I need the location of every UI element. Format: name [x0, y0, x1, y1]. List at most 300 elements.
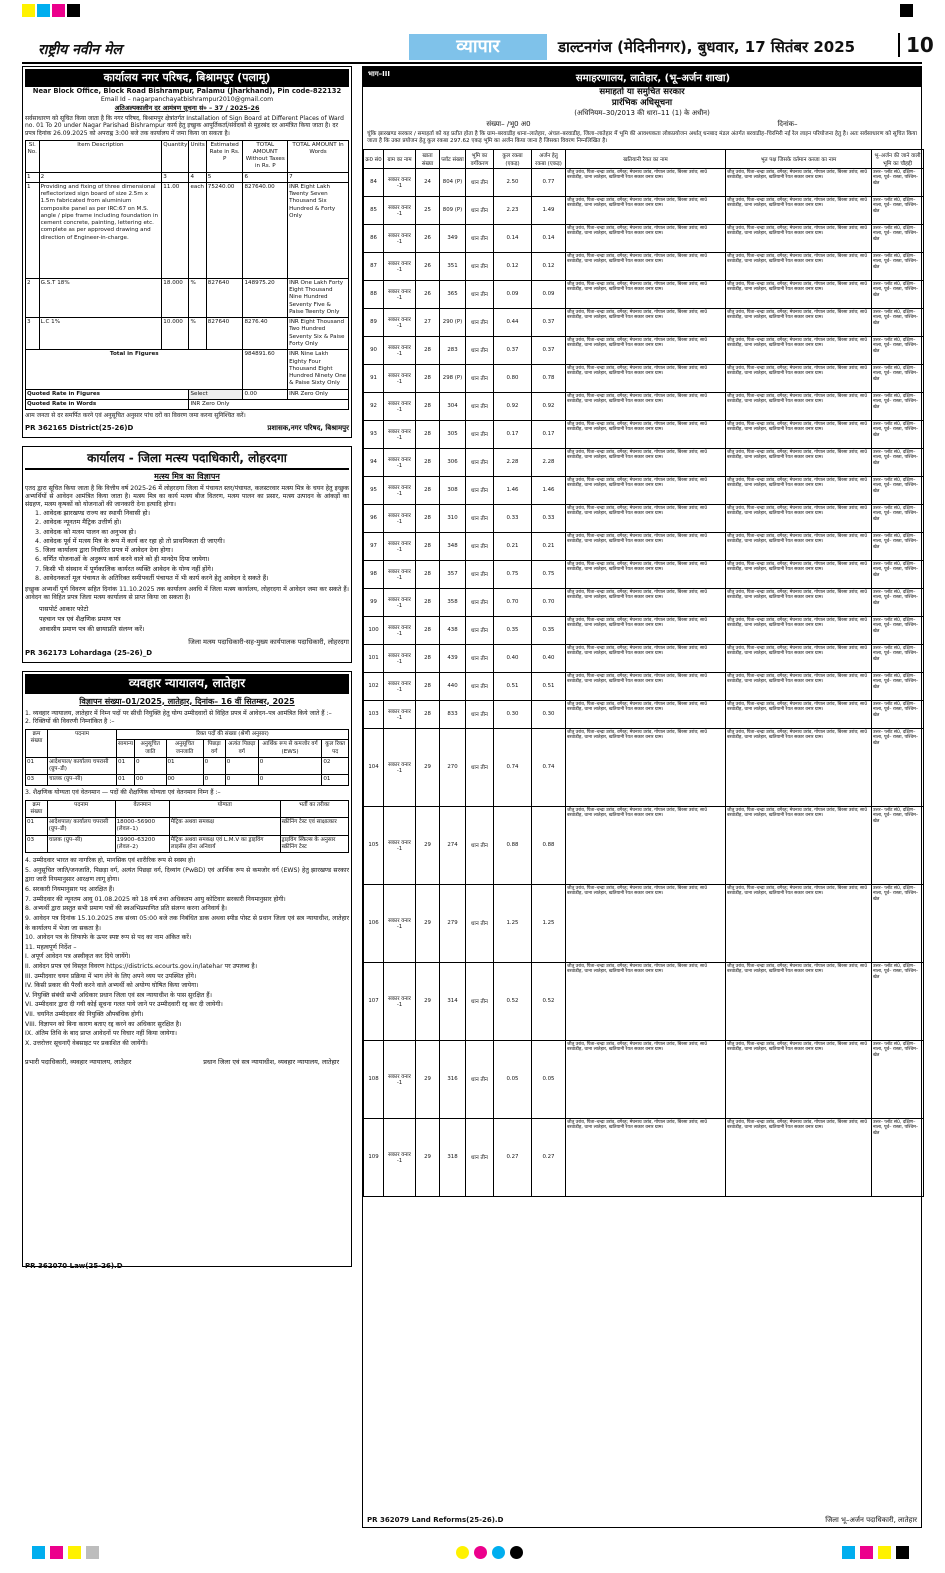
col-header: सामान्य	[117, 740, 135, 758]
tender-address: Near Block Office, Block Road Bishrampur, Palamu (Jharkhand), Pin code-822132	[32, 87, 342, 96]
cell: ड्राइविंग स्किल्स के अनुसार स्क्रीनिंग टेस्ट	[280, 835, 348, 853]
owner-cell: जीतू उरांव, पिता–चन्द्रा उरांव, वगैरह; मेघनाथ उरांव, गोपाल उरांव, बिरसा उरांव; सा0 बरवाडीह, थाना लातेहार, खतियानी रैयत सकार वनार ग्राम।	[566, 806, 726, 884]
cell: 804 (P)	[440, 168, 466, 196]
cell: 1.25	[532, 884, 566, 962]
court-sign2: प्रधान जिला एवं सत्र न्यायाधीश, व्यवहार न्यायालय, लातेहार	[203, 1058, 340, 1067]
color-dot	[474, 1546, 487, 1559]
total-value: 984891.60	[243, 350, 288, 389]
cell: 01	[26, 757, 48, 775]
owner-cell: जीतू उरांव, पिता–चन्द्रा उरांव, वगैरह; मेघनाथ उरांव, गोपाल उरांव, बिरसा उरांव; सा0 बरवाडीह, थाना लातेहार, खतियानी रैयत सकार वनार ग्राम।	[566, 448, 726, 476]
tender-col-unit: Units	[189, 140, 206, 172]
cell: धान तीन	[466, 476, 494, 504]
land-row	[364, 560, 924, 588]
table-row	[26, 318, 349, 350]
owner-cell: जीतू उरांव, पिता–चन्द्रा उरांव, वगैरह; मेघनाथ उरांव, गोपाल उरांव, बिरसा उरांव; सा0 बरवाडीह, थाना लातेहार, खतियानी रैयत सकार वनार ग्राम।	[566, 728, 726, 806]
cell: धान तीन	[466, 280, 494, 308]
owner-cell: जीतू उरांव, पिता–चन्द्रा उरांव, वगैरह; मेघनाथ उरांव, गोपाल उरांव, बिरसा उरांव; सा0 बरवाडीह, थाना लातेहार, खतियानी रैयत सकार वनार ग्राम।	[566, 168, 726, 196]
cell: 827640	[206, 278, 243, 317]
cell: 0	[225, 757, 258, 775]
term-item: 9. आवेदन पत्र दिनांक 15.10.2025 तक संध्या 05:00 बजे तक निबंधित डाक अथवा स्पीड पोस्ट से प्रधान जिला एवं सत्र न्यायाधीश, लातेहार के कार्यालय में भेजा जा सकता है।	[25, 914, 349, 932]
cell: 298 (P)	[440, 364, 466, 392]
boundary-cell: उत्तर– प्लॉट सं0, दक्षिण– नाला, पूर्व– रास्ता, पश्चिम– खेत	[872, 504, 924, 532]
boundary-cell: उत्तर– प्लॉट सं0, दक्षिण– नाला, पूर्व– रास्ता, पश्चिम– खेत	[872, 168, 924, 196]
cell: 283	[440, 336, 466, 364]
qualification-table	[25, 800, 349, 854]
possessor-cell: जीतू उरांव, पिता–चन्द्रा उरांव, वगैरह; मेघनाथ उरांव, गोपाल उरांव, बिरसा उरांव; सा0 बरवाडीह, थाना लातेहार, खतियानी रैयत सकार वनार ग्राम।	[726, 1040, 872, 1118]
cell: 8276.40	[243, 318, 288, 350]
cell: 28	[416, 672, 440, 700]
term-item: I. अपूर्ण आवेदन पत्र अस्वीकृत कर दिये जायेंगे।	[25, 953, 131, 961]
fish-subtitle: मत्स्य मित्र का विज्ञापन	[154, 472, 220, 482]
fish-notes	[25, 605, 349, 634]
fish-list	[25, 509, 349, 583]
list-item: 4. आवेदक पूर्व में मत्स्य मित्र के रूप में कार्य कर रहा हो तो प्राथमिकता दी जाएगी।	[35, 536, 225, 545]
cell: धान तीन	[466, 308, 494, 336]
cell: 97	[364, 532, 384, 560]
owner-cell: जीतू उरांव, पिता–चन्द्रा उरांव, वगैरह; मेघनाथ उरांव, गोपाल उरांव, बिरसा उरांव; सा0 बरवाडीह, थाना लातेहार, खतियानी रैयत सकार वनार ग्राम।	[566, 196, 726, 224]
boundary-cell: उत्तर– प्लॉट सं0, दक्षिण– नाला, पूर्व– रास्ता, पश्चिम– खेत	[872, 588, 924, 616]
court-p3: 3. शैक्षणिक योग्यता एवं वेतनमान — पदों की शैक्षणिक योग्यता एवं वेतनमान निम्न हैं :–	[25, 788, 221, 796]
vacancy-table	[25, 729, 349, 786]
cell: 316	[440, 1040, 466, 1118]
colnum: 2	[39, 172, 162, 182]
col-header: खाता संख्या	[416, 149, 440, 168]
cell: धान तीन	[466, 806, 494, 884]
cell: 26	[416, 252, 440, 280]
term-item: VI. उम्मीदवार द्वारा दी गयी कोई सूचना गलत पाये जाने पर उम्मीदवारी रद्द कर दी जायेगी।	[25, 1001, 223, 1009]
court-signatures	[25, 1058, 349, 1066]
possessor-cell: जीतू उरांव, पिता–चन्द्रा उरांव, वगैरह; मेघनाथ उरांव, गोपाल उरांव, बिरसा उरांव; सा0 बरवाडीह, थाना लातेहार, खतियानी रैयत सकार वनार ग्राम।	[726, 280, 872, 308]
cell: 0.27	[494, 1118, 532, 1196]
owner-cell: जीतू उरांव, पिता–चन्द्रा उरांव, वगैरह; मेघनाथ उरांव, गोपाल उरांव, बिरसा उरांव; सा0 बरवाडीह, थाना लातेहार, खतियानी रैयत सकार वनार ग्राम।	[566, 420, 726, 448]
cell: INR One Lakh Forty Eight Thousand Nine Hundred Seventy Five & Paise Twenty Only	[288, 278, 349, 317]
land-row	[364, 1118, 924, 1196]
land-row	[364, 224, 924, 252]
possessor-cell: जीतू उरांव, पिता–चन्द्रा उरांव, वगैरह; मेघनाथ उरांव, गोपाल उरांव, बिरसा उरांव; सा0 बरवाडीह, थाना लातेहार, खतियानी रैयत सकार वनार ग्राम।	[726, 392, 872, 420]
owner-cell: जीतू उरांव, पिता–चन्द्रा उरांव, वगैरह; मेघनाथ उरांव, गोपाल उरांव, बिरसा उरांव; सा0 बरवाडीह, थाना लातेहार, खतियानी रैयत सकार वनार ग्राम।	[566, 1040, 726, 1118]
cell: 95	[364, 476, 384, 504]
land-row	[364, 532, 924, 560]
tender-office: कार्यालय नगर परिषद, बिश्रामपुर (पलामू)	[25, 69, 349, 87]
possessor-cell: जीतू उरांव, पिता–चन्द्रा उरांव, वगैरह; मेघनाथ उरांव, गोपाल उरांव, बिरसा उरांव; सा0 बरवाडीह, थाना लातेहार, खतियानी रैयत सकार वनार ग्राम।	[726, 252, 872, 280]
color-swatch	[878, 1546, 891, 1559]
cell: धान तीन	[466, 644, 494, 672]
land-footer	[367, 1516, 917, 1525]
color-bar-yellow	[22, 4, 35, 17]
total-label: Total in Figures	[26, 350, 243, 389]
land-row	[364, 392, 924, 420]
boundary-cell: उत्तर– प्लॉट सं0, दक्षिण– नाला, पूर्व– रास्ता, पश्चिम– खेत	[872, 532, 924, 560]
cell: 0.09	[532, 280, 566, 308]
cell: 0.37	[532, 336, 566, 364]
col-header: पदनाम	[47, 800, 115, 818]
cell: 28	[416, 560, 440, 588]
cell: 0.75	[532, 560, 566, 588]
cell: सकार वनार -1	[384, 560, 416, 588]
cell: धान तीन	[466, 884, 494, 962]
cell: सकार वनार -1	[384, 616, 416, 644]
term-item: X. उत्तरोत्तर सूचनाएँ वेबसाइट पर प्रकाशित की जायेंगी।	[25, 1039, 148, 1047]
court-notice-title: विज्ञापन संख्या–01/2025, लातेहार, दिनांक– 16 वीं सितम्बर, 2025	[79, 696, 295, 706]
term-item: 10. आवेदन पत्र के लिफाफे के ऊपर स्पष्ट रूप से पद का नाम अंकित करें।	[25, 934, 192, 942]
cell: 1.25	[494, 884, 532, 962]
boundary-cell: उत्तर– प्लॉट सं0, दक्षिण– नाला, पूर्व– रास्ता, पश्चिम– खेत	[872, 1118, 924, 1196]
quoted-words-label: Quoted Rate in Words	[26, 399, 189, 409]
possessor-cell: जीतू उरांव, पिता–चन्द्रा उरांव, वगैरह; मेघनाथ उरांव, गोपाल उरांव, बिरसा उरांव; सा0 बरवाडीह, थाना लातेहार, खतियानी रैयत सकार वनार ग्राम।	[726, 644, 872, 672]
term-item: 4. उम्मीदवार भारत का नागरिक हो, मानसिक एवं शारीरिक रूप से स्वस्थ हो।	[25, 857, 196, 865]
cell: 100	[364, 616, 384, 644]
cell: 28	[416, 532, 440, 560]
boundary-cell: उत्तर– प्लॉट सं0, दक्षिण– नाला, पूर्व– रास्ता, पश्चिम– खेत	[872, 700, 924, 728]
header-rule	[22, 62, 922, 64]
cell: 0.12	[494, 252, 532, 280]
owner-cell: जीतू उरांव, पिता–चन्द्रा उरांव, वगैरह; मेघनाथ उरांव, गोपाल उरांव, बिरसा उरांव; सा0 बरवाडीह, थाना लातेहार, खतियानी रैयत सकार वनार ग्राम।	[566, 700, 726, 728]
cell: 29	[416, 1118, 440, 1196]
cell: 28	[416, 700, 440, 728]
cell: 2.50	[494, 168, 532, 196]
cell: सकार वनार -1	[384, 280, 416, 308]
color-dot	[456, 1546, 469, 1559]
land-row	[364, 280, 924, 308]
cell: 310	[440, 504, 466, 532]
cell: सकार वनार -1	[384, 448, 416, 476]
tender-intro: सर्वसाधारण को सूचित किया जाता है कि नगर परिषद, बिश्रामपुर क्षेत्रांतर्गत Installation of Sign Board at Different Places of Ward no. 01 To 20 under Nagar Parishad Bishrampur कार्य हेतु इच्छुक आपूर्तिकर्ता/संवेदकों से मुहरबंद दर आमंत्रित किया जाता है। दर प्रपत्र दिनांक 26.09.2025 को अपराह्न 3:00 बजे तक कार्यालय में जमा किया जा सकता है।	[25, 114, 344, 137]
col-header: भू–अर्जन की जाने वाली भूमि का चौहद्दी	[872, 149, 924, 168]
cell: 0.37	[532, 308, 566, 336]
cell: 148975.20	[243, 278, 288, 317]
tender-col-rate: Estimated Rate in Rs. P	[206, 140, 243, 172]
boundary-cell: उत्तर– प्लॉट सं0, दक्षिण– नाला, पूर्व– रास्ता, पश्चिम– खेत	[872, 420, 924, 448]
cell: 0.70	[532, 588, 566, 616]
cell: 0.17	[494, 420, 532, 448]
land-office: समाहरणालय, लातेहार, (भू–अर्जन शाखा)	[575, 73, 731, 84]
cell: 0	[225, 775, 258, 785]
cell: 440	[440, 672, 466, 700]
cell: 28	[416, 476, 440, 504]
cell: धान तीन	[466, 560, 494, 588]
cell: 0.74	[494, 728, 532, 806]
cell: सकार वनार -1	[384, 392, 416, 420]
possessor-cell: जीतू उरांव, पिता–चन्द्रा उरांव, वगैरह; मेघनाथ उरांव, गोपाल उरांव, बिरसा उरांव; सा0 बरवाडीह, थाना लातेहार, खतियानी रैयत सकार वनार ग्राम।	[726, 364, 872, 392]
term-item: 8. अभ्यर्थी द्वारा प्रस्तुत सभी प्रमाण पत्रों की स्वअभिप्रमाणित प्रति संलग्न करना अनिवार्य है।	[25, 905, 228, 913]
boundary-cell: उत्तर– प्लॉट सं0, दक्षिण– नाला, पूर्व– रास्ता, पश्चिम– खेत	[872, 1040, 924, 1118]
cell: धान तीन	[466, 588, 494, 616]
tender-col-qty: Quantity	[162, 140, 189, 172]
section-label: व्यापार	[409, 34, 547, 60]
possessor-cell: जीतू उरांव, पिता–चन्द्रा उरांव, वगैरह; मेघनाथ उरांव, गोपाल उरांव, बिरसा उरांव; सा0 बरवाडीह, थाना लातेहार, खतियानी रैयत सकार वनार ग्राम।	[726, 168, 872, 196]
list-item: 8. आवेदनकर्ता मूल पंचायत के अतिरिक्त समीपवर्ती पंचायत में भी कार्य करने हेतु आवेदन दे सकते हैं।	[35, 574, 269, 583]
land-header	[363, 67, 921, 87]
color-swatch	[32, 1546, 45, 1559]
list-item: आवासीय प्रमाण पत्र की छायाप्रति संलग्न करें।	[39, 624, 145, 633]
cell: 28	[416, 644, 440, 672]
cell: 0.40	[532, 644, 566, 672]
cell: 0	[134, 757, 166, 775]
cell: 92	[364, 392, 384, 420]
cell: 28	[416, 448, 440, 476]
cell: 279	[440, 884, 466, 962]
cell: 0.30	[532, 700, 566, 728]
owner-cell: जीतू उरांव, पिता–चन्द्रा उरांव, वगैरह; मेघनाथ उरांव, गोपाल उरांव, बिरसा उरांव; सा0 बरवाडीह, थाना लातेहार, खतियानी रैयत सकार वनार ग्राम।	[566, 336, 726, 364]
term-item: 7. उम्मीदवार की न्यूनतम आयु 01.08.2025 को 18 वर्ष तथा अधिकतम आयु कोटिवार सरकारी नियमानुसार होगी।	[25, 895, 286, 903]
cell: 0.35	[494, 616, 532, 644]
cell: 29	[416, 962, 440, 1040]
cell: 0.75	[494, 560, 532, 588]
colnum: 6	[243, 172, 288, 182]
tender-notice	[22, 66, 352, 438]
table-row	[26, 278, 349, 317]
cell: सकार वनार -1	[384, 252, 416, 280]
term-item: V. नियुक्ति संबंधी सभी अधिकार प्रधान जिला एवं सत्र न्यायाधीश के पास सुरक्षित हैं।	[25, 991, 212, 999]
cell: 01	[26, 818, 48, 836]
cell: 88	[364, 280, 384, 308]
cell: 101	[364, 644, 384, 672]
cell: 0.14	[494, 224, 532, 252]
fish-notice	[22, 446, 352, 663]
col-header: वेतनमान	[115, 800, 169, 818]
possessor-cell: जीतू उरांव, पिता–चन्द्रा उरांव, वगैरह; मेघनाथ उरांव, गोपाल उरांव, बिरसा उरांव; सा0 बरवाडीह, थाना लातेहार, खतियानी रैयत सकार वनार ग्राम।	[726, 476, 872, 504]
tender-col-sl: SI. No.	[26, 140, 40, 172]
possessor-cell: जीतू उरांव, पिता–चन्द्रा उरांव, वगैरह; मेघनाथ उरांव, गोपाल उरांव, बिरसा उरांव; सा0 बरवाडीह, थाना लातेहार, खतियानी रैयत सकार वनार ग्राम।	[726, 728, 872, 806]
cell: 26	[416, 224, 440, 252]
quoted-value: 0.00	[243, 389, 288, 399]
cell: %	[189, 318, 206, 350]
cell: 809 (P)	[440, 196, 466, 224]
owner-cell: जीतू उरांव, पिता–चन्द्रा उरांव, वगैरह; मेघनाथ उरांव, गोपाल उरांव, बिरसा उरांव; सा0 बरवाडीह, थाना लातेहार, खतियानी रैयत सकार वनार ग्राम।	[566, 884, 726, 962]
land-row	[364, 364, 924, 392]
owner-cell: जीतू उरांव, पिता–चन्द्रा उरांव, वगैरह; मेघनाथ उरांव, गोपाल उरांव, बिरसा उरांव; सा0 बरवाडीह, थाना लातेहार, खतियानी रैयत सकार वनार ग्राम।	[566, 476, 726, 504]
cell: सकार वनार -1	[384, 476, 416, 504]
cell: 0.77	[532, 168, 566, 196]
col-header: भर्ती का तरीका	[280, 800, 348, 818]
cell: 02	[322, 757, 349, 775]
cell: 24	[416, 168, 440, 196]
possessor-cell: जीतू उरांव, पिता–चन्द्रा उरांव, वगैरह; मेघनाथ उरांव, गोपाल उरांव, बिरसा उरांव; सा0 बरवाडीह, थाना लातेहार, खतियानी रैयत सकार वनार ग्राम।	[726, 962, 872, 1040]
color-swatch	[86, 1546, 99, 1559]
cell: 306	[440, 448, 466, 476]
cell: 0.92	[494, 392, 532, 420]
color-swatch	[50, 1546, 63, 1559]
cell: 2	[26, 278, 40, 317]
term-item: 11. महत्वपूर्ण निर्देश –	[25, 943, 77, 951]
cell: सकार वनार -1	[384, 672, 416, 700]
boundary-cell: उत्तर– प्लॉट सं0, दक्षिण– नाला, पूर्व– रास्ता, पश्चिम– खेत	[872, 448, 924, 476]
land-l1: समाहर्ता या समुचित सरकार	[599, 87, 685, 97]
cell: INR Eight Lakh Twenty Seven Thousand Six Hundred & Forty Only	[288, 182, 349, 278]
cell: 93	[364, 420, 384, 448]
cell: सकार वनार -1	[384, 962, 416, 1040]
owner-cell: जीतू उरांव, पिता–चन्द्रा उरांव, वगैरह; मेघनाथ उरांव, गोपाल उरांव, बिरसा उरांव; सा0 बरवाडीह, थाना लातेहार, खतियानी रैयत सकार वनार ग्राम।	[566, 588, 726, 616]
land-dinank: दिनांक–	[777, 120, 798, 129]
boundary-cell: उत्तर– प्लॉट सं0, दक्षिण– नाला, पूर्व– रास्ता, पश्चिम– खेत	[872, 806, 924, 884]
cell: 109	[364, 1118, 384, 1196]
fish-office: कार्यालय - जिला मत्स्य पदाधिकारी, लोहरदगा	[25, 449, 349, 471]
cell: 104	[364, 728, 384, 806]
table-row	[26, 182, 349, 278]
cell: 84	[364, 168, 384, 196]
cell: INR Eight Thousand Two Hundred Seventy Six & Paise Forty Only	[288, 318, 349, 350]
boundary-cell: उत्तर– प्लॉट सं0, दक्षिण– नाला, पूर्व– रास्ता, पश्चिम– खेत	[872, 196, 924, 224]
col-header: कुल रिक्त पद	[322, 740, 349, 758]
col-header: भूमि का वर्गीकरण	[466, 149, 494, 168]
cell: 98	[364, 560, 384, 588]
cell: 308	[440, 476, 466, 504]
boundary-cell: उत्तर– प्लॉट सं0, दक्षिण– नाला, पूर्व– रास्ता, पश्चिम– खेत	[872, 252, 924, 280]
cell: 1.46	[532, 476, 566, 504]
cell: 28	[416, 504, 440, 532]
term-item: 6. सरकारी नियमानुसार पद आरक्षित हैं।	[25, 886, 115, 894]
possessor-cell: जीतू उरांव, पिता–चन्द्रा उरांव, वगैरह; मेघनाथ उरांव, गोपाल उरांव, बिरसा उरांव; सा0 बरवाडीह, थाना लातेहार, खतियानी रैयत सकार वनार ग्राम।	[726, 336, 872, 364]
cell: 318	[440, 1118, 466, 1196]
cell: 0.21	[532, 532, 566, 560]
cell: 0.52	[532, 962, 566, 1040]
masthead-title: राष्ट्रीय नवीन मेल	[38, 42, 122, 58]
cell: 29	[416, 1040, 440, 1118]
col-header: अनुसूचित जाति	[134, 740, 166, 758]
boundary-cell: उत्तर– प्लॉट सं0, दक्षिण– नाला, पूर्व– रास्ता, पश्चिम– खेत	[872, 224, 924, 252]
cell: 03	[26, 835, 48, 853]
cell: each	[189, 182, 206, 278]
land-row	[364, 420, 924, 448]
cell: 2.28	[494, 448, 532, 476]
left-column	[22, 66, 352, 1275]
select-dropdown[interactable]: Select	[189, 389, 243, 399]
cell: 107	[364, 962, 384, 1040]
cell: सकार वनार -1	[384, 532, 416, 560]
colnum: 7	[288, 172, 349, 182]
cell: 1	[26, 182, 40, 278]
owner-cell: जीतू उरांव, पिता–चन्द्रा उरांव, वगैरह; मेघनाथ उरांव, गोपाल उरांव, बिरसा उरांव; सा0 बरवाडीह, थाना लातेहार, खतियानी रैयत सकार वनार ग्राम।	[566, 280, 726, 308]
cell: 2.23	[494, 196, 532, 224]
owner-cell: जीतू उरांव, पिता–चन्द्रा उरांव, वगैरह; मेघनाथ उरांव, गोपाल उरांव, बिरसा उरांव; सा0 बरवाडीह, थाना लातेहार, खतियानी रैयत सकार वनार ग्राम।	[566, 560, 726, 588]
cell: 827640	[206, 318, 243, 350]
land-row	[364, 884, 924, 962]
cell: 105	[364, 806, 384, 884]
cell: 87	[364, 252, 384, 280]
land-row	[364, 252, 924, 280]
cell: 25	[416, 196, 440, 224]
cell: 0.05	[494, 1040, 532, 1118]
cell: मैट्रिक अथवा समकक्ष एवं L.M.V का ड्राइविंग लाइसेंस होना अनिवार्य	[169, 835, 280, 853]
land-pr: PR 362079 Land Reforms(25-26).D	[367, 1516, 504, 1524]
bottom-color-bar	[22, 1546, 922, 1560]
cell: 0.40	[494, 644, 532, 672]
term-item: 5. अनुसूचित जाति/जनजाति, पिछड़ा वर्ग, अत्यंत पिछड़ा वर्ग, दिव्यांग (PwBD) एवं आर्थिक रूप से कमजोर वर्ग (EWS) हेतु झारखण्ड सरकार द्वारा जारी नियमानुसार आरक्षण लागू होगा।	[25, 866, 349, 884]
cell: 0.88	[494, 806, 532, 884]
cell: 01	[166, 757, 203, 775]
col-group-header: रिक्त पदों की संख्या (श्रेणी अनुसार)	[117, 730, 349, 740]
boundary-cell: उत्तर– प्लॉट सं0, दक्षिण– नाला, पूर्व– रास्ता, पश्चिम– खेत	[872, 280, 924, 308]
list-item: 7. किसी भी संस्थान में पूर्णकालिक कार्यरत व्यक्ति आवेदन के योग्य नहीं होंगे।	[35, 564, 214, 573]
court-p1: 1. व्यवहार न्यायालय, लातेहार में निम्न पदों पर सीधी नियुक्ति हेतु योग्य उम्मीदवारों से विहित प्रपत्र में आवेदन–पत्र आमंत्रित किये जाते हैं :–	[25, 709, 332, 717]
cell: सकार वनार -1	[384, 700, 416, 728]
term-item: VIII. विज्ञापन को बिना कारण बताए रद्द करने का अधिकार सुरक्षित है।	[25, 1020, 182, 1028]
cell: मैट्रिक अथवा समकक्ष	[169, 818, 280, 836]
cell: 0.17	[532, 420, 566, 448]
cell: सकार वनार -1	[384, 504, 416, 532]
land-row	[364, 588, 924, 616]
list-item: पासपोर्ट आकार फोटो	[39, 605, 89, 614]
cell: %	[189, 278, 206, 317]
possessor-cell: जीतू उरांव, पिता–चन्द्रा उरांव, वगैरह; मेघनाथ उरांव, गोपाल उरांव, बिरसा उरांव; सा0 बरवाडीह, थाना लातेहार, खतियानी रैयत सकार वनार ग्राम।	[726, 884, 872, 962]
cell: सकार वनार -1	[384, 364, 416, 392]
cell: सकार वनार -1	[384, 1040, 416, 1118]
land-bhag: भाग–III	[368, 70, 390, 78]
possessor-cell: जीतू उरांव, पिता–चन्द्रा उरांव, वगैरह; मेघनाथ उरांव, गोपाल उरांव, बिरसा उरांव; सा0 बरवाडीह, थाना लातेहार, खतियानी रैयत सकार वनार ग्राम।	[726, 672, 872, 700]
possessor-cell: जीतू उरांव, पिता–चन्द्रा उरांव, वगैरह; मेघनाथ उरांव, गोपाल उरांव, बिरसा उरांव; सा0 बरवाडीह, थाना लातेहार, खतियानी रैयत सकार वनार ग्राम।	[726, 196, 872, 224]
color-bar-magenta	[52, 4, 65, 17]
boundary-cell: उत्तर– प्लॉट सं0, दक्षिण– नाला, पूर्व– रास्ता, पश्चिम– खेत	[872, 560, 924, 588]
cell: 28	[416, 364, 440, 392]
list-item: 1. आवेदक झारखण्ड राज्य का स्थायी निवासी हो।	[35, 509, 150, 518]
owner-cell: जीतू उरांव, पिता–चन्द्रा उरांव, वगैरह; मेघनाथ उरांव, गोपाल उरांव, बिरसा उरांव; सा0 बरवाडीह, थाना लातेहार, खतियानी रैयत सकार वनार ग्राम।	[566, 504, 726, 532]
cell: 10.000	[162, 318, 189, 350]
color-swatch	[68, 1546, 81, 1559]
boundary-cell: उत्तर– प्लॉट सं0, दक्षिण– नाला, पूर्व– रास्ता, पश्चिम– खेत	[872, 884, 924, 962]
cell: 0.51	[494, 672, 532, 700]
cell: Providing and fixing of three dimensional reflectorized sign board of size 2.5m x 1.5m fabricated from aluminium composite panel as per IRC:67 on M.S. angle / pipe frame including foundation in cement concrete, painting, lettering etc. complete as per approved drawing and direction of Engineer-in-charge.	[39, 182, 162, 278]
cell: 28	[416, 588, 440, 616]
cell: 0.33	[532, 504, 566, 532]
cell: सकार वनार -1	[384, 1118, 416, 1196]
land-table	[363, 149, 924, 1197]
term-item: VII. चयनित उम्मीदवार की नियुक्ति औपबंधिक होगी।	[25, 1011, 144, 1019]
land-row	[364, 806, 924, 884]
cell: 274	[440, 806, 466, 884]
tender-col-total: TOTAL AMOUNT Without Taxes in Rs. P	[243, 140, 288, 172]
land-row	[364, 476, 924, 504]
cell: 0.33	[494, 504, 532, 532]
tender-table	[25, 140, 349, 411]
boundary-cell: उत्तर– प्लॉट सं0, दक्षिण– नाला, पूर्व– रास्ता, पश्चिम– खेत	[872, 364, 924, 392]
cell: 29	[416, 884, 440, 962]
col-header: प्लॉट संख्या	[440, 149, 466, 168]
fish-body: एतद द्वारा सूचित किया जाता है कि वित्तीय वर्ष 2025-26 में लोहरदगा जिला में पंचायत स्तर/पंचायत, कलस्टरवार मत्स्य मित्र के चयन हेतु इच्छुक अभ्यर्थियों से आवेदन आमंत्रित किया जाता है। मत्स्य मित्र का कार्य मत्स्य बीज वितरण, मत्स्य पालन का प्रसार, मत्स्य उत्पादन के आंकड़ों का संग्रहण, मत्स्य कृषकों को योजनाओं की जानकारी देना इत्यादि होगा।	[25, 484, 349, 508]
cell: 0.70	[494, 588, 532, 616]
cell: धान तीन	[466, 336, 494, 364]
color-dot	[510, 1546, 523, 1559]
col-header: पदनाम	[47, 730, 116, 758]
owner-cell: जीतू उरांव, पिता–चन्द्रा उरांव, वगैरह; मेघनाथ उरांव, गोपाल उरांव, बिरसा उरांव; सा0 बरवाडीह, थाना लातेहार, खतियानी रैयत सकार वनार ग्राम।	[566, 644, 726, 672]
possessor-cell: जीतू उरांव, पिता–चन्द्रा उरांव, वगैरह; मेघनाथ उरांव, गोपाल उरांव, बिरसा उरांव; सा0 बरवाडीह, थाना लातेहार, खतियानी रैयत सकार वनार ग्राम।	[726, 308, 872, 336]
cell: 108	[364, 1040, 384, 1118]
cell: 102	[364, 672, 384, 700]
court-notice	[22, 671, 352, 1270]
land-row	[364, 644, 924, 672]
owner-cell: जीतू उरांव, पिता–चन्द्रा उरांव, वगैरह; मेघनाथ उरांव, गोपाल उरांव, बिरसा उरांव; सा0 बरवाडीह, थाना लातेहार, खतियानी रैयत सकार वनार ग्राम।	[566, 364, 726, 392]
cell: 0.12	[532, 252, 566, 280]
cell: 89	[364, 308, 384, 336]
color-bar-black-right	[900, 4, 913, 17]
col-header: ग्राम का नाम	[384, 149, 416, 168]
color-bar-black	[67, 4, 80, 17]
cell: 0.74	[532, 728, 566, 806]
possessor-cell: जीतू उरांव, पिता–चन्द्रा उरांव, वगैरह; मेघनाथ उरांव, गोपाल उरांव, बिरसा उरांव; सा0 बरवाडीह, थाना लातेहार, खतियानी रैयत सकार वनार ग्राम।	[726, 560, 872, 588]
land-notice	[362, 66, 922, 1528]
cell: 91	[364, 364, 384, 392]
owner-cell: जीतू उरांव, पिता–चन्द्रा उरांव, वगैरह; मेघनाथ उरांव, गोपाल उरांव, बिरसा उरांव; सा0 बरवाडीह, थाना लातेहार, खतियानी रैयत सकार वनार ग्राम।	[566, 1118, 726, 1196]
cell: 439	[440, 644, 466, 672]
cell: 3	[26, 318, 40, 350]
possessor-cell: जीतू उरांव, पिता–चन्द्रा उरांव, वगैरह; मेघनाथ उरांव, गोपाल उरांव, बिरसा उरांव; सा0 बरवाडीह, थाना लातेहार, खतियानी रैयत सकार वनार ग्राम।	[726, 616, 872, 644]
cell: 29	[416, 806, 440, 884]
col-header: क्रम संख्या	[26, 800, 48, 818]
table-row	[26, 835, 349, 853]
possessor-cell: जीतू उरांव, पिता–चन्द्रा उरांव, वगैरह; मेघनाथ उरांव, गोपाल उरांव, बिरसा उरांव; सा0 बरवाडीह, थाना लातेहार, खतियानी रैयत सकार वनार ग्राम।	[726, 588, 872, 616]
cell: 0.88	[532, 806, 566, 884]
cell: 18000–56900 (लेवल–1)	[115, 818, 169, 836]
cell: 0.35	[532, 616, 566, 644]
